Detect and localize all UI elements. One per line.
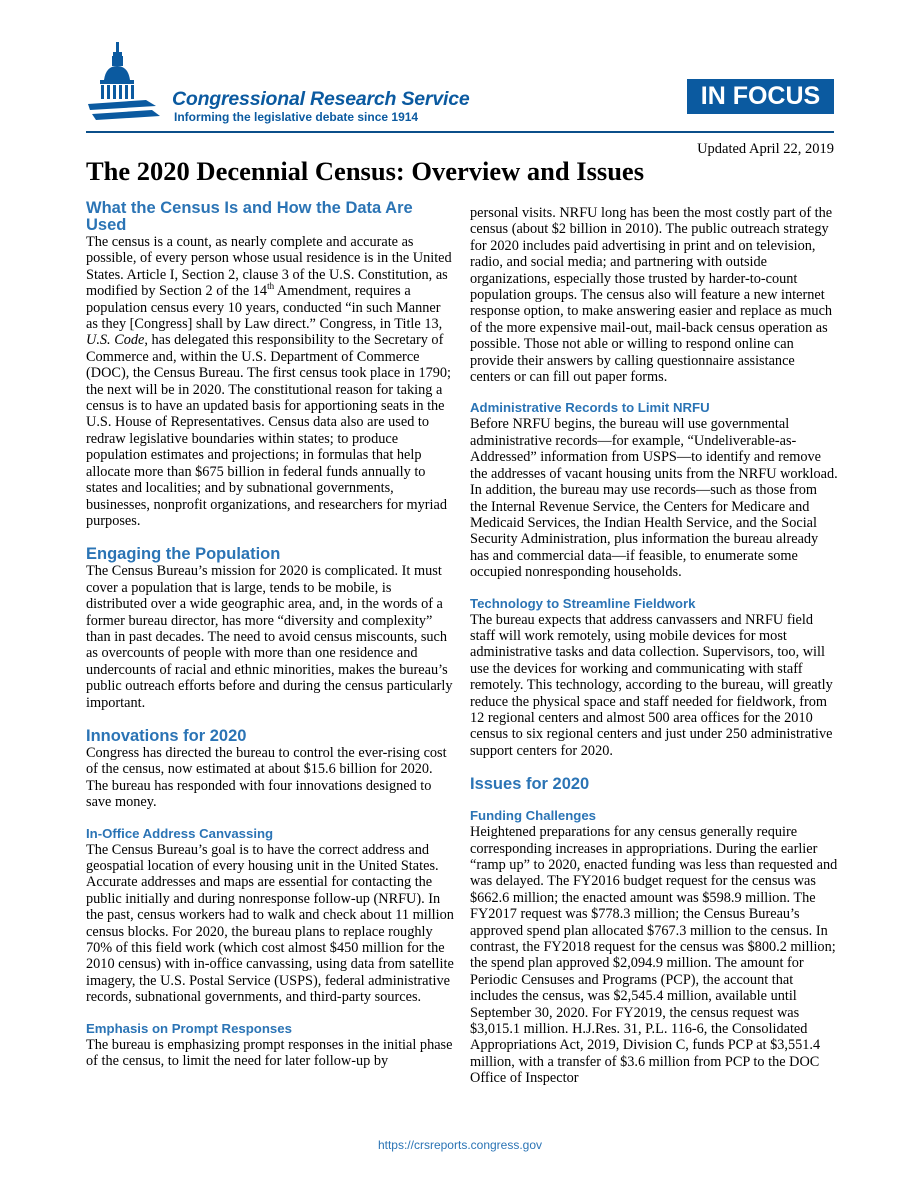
- paragraph-prompt-responses: The bureau is emphasizing prompt responses in the initial phase of the census, to limit the need for later follow-up by: [86, 1036, 453, 1070]
- heading-technology-fieldwork: Technology to Streamline Fieldwork: [470, 595, 696, 611]
- paragraph-funding-challenges: Heightened preparations for any census generally require corresponding increases in appropriations. During the earlier “ramp up” to 2020, enacted funding was less than requested and was delayed. The FY2016 budget request for the census was $662.6 million; the enacted amount was $598.9 million. The FY2017 request was $778.3 million; the Census Bureau’s approved spend plan allocated $767.3 million to the census. In contrast, the FY2018 request for the census was $800.2 million; the spend plan approved $2,094.9 million. The amount for Periodic Censuses and Programs (PCP), the account that includes the census, was $2,545.4 million, available until September 30, 2020. For FY2019, the census request was $3,015.1 million. H.J.Res. 31, P.L. 116-6, the Consolidated Appropriations Act, 2019, Division C, funds PCP at $3,551.4 million, with a transfer of $3.6 million from PCP to the DOC Office of Inspector: [470, 824, 838, 1087]
- left-column: [86, 200, 454, 1069]
- heading-prompt-responses: Emphasis on Prompt Responses: [86, 1020, 292, 1036]
- paragraph-technology-fieldwork: The bureau expects that address canvassers and NRFU field staff will work remotely, using mobile devices for most administrative tasks and data collection. Supervisors, too, will use the devices for working and communicating with staff remotely. This technology, according to the bureau, will greatly reduce the physical space and staff needed for fieldwork, from 12 regional centers and almost 500 area offices for the 2010 census to six regional centers and just under 250 administrative support centers for 2020.: [470, 611, 833, 759]
- in-focus-badge: IN FOCUS: [687, 79, 834, 114]
- heading-issues-2020: Issues for 2020: [470, 775, 590, 794]
- paragraph-innovations: Congress has directed the bureau to control the ever-rising cost of the census, now estimated at about $15.6 billion for 2020. The bureau has responded with four innovations designed to save money.: [86, 744, 447, 811]
- capitol-dome-logo-icon: [86, 40, 164, 130]
- heading-what-the-census-is: What the Census Is and How the Data Are Used: [86, 199, 413, 234]
- paragraph-administrative-records: Before NRFU begins, the bureau will use governmental administrative records—for example, “Undeliverable-as-Addressed” information from USPS—to identify and remove the addresses of vacant housing units from the NRFU workload. In addition, the bureau may use records—such as those from the Internal Revenue Service, the Centers for Medicare and Medicaid Services, the Indian Health Service, and the Social Security Administration, plus information the bureau already has and commercial data—if feasible, to enumerate some occupied nonresponding households.: [470, 416, 838, 581]
- header-rule: [86, 131, 834, 133]
- paragraph-continued: personal visits. NRFU long has been the most costly part of the census (about $2 billion in 2010). The public outreach strategy for 2020 includes paid advertising in print and on television, radio, and social media; and partnering with outside organizations, especially those trusted by harder-to-count population groups. The census also will feature a new internet response option, to make answering easier and replace as much of the more expensive mail-out, mail-back census operation as possible. Those not able or willing to respond online can provide their answers by calling questionnaire assistance centers or can fill out paper forms.: [470, 205, 833, 386]
- heading-in-office-canvassing: In-Office Address Canvassing: [86, 825, 274, 841]
- org-tagline: Informing the legislative debate since 1914: [174, 110, 419, 124]
- right-column: [470, 205, 838, 1087]
- footer-url[interactable]: https://crsreports.congress.gov: [377, 1138, 543, 1152]
- italic-code-title: U.S. Code: [86, 332, 145, 349]
- text-run: , has delegated this responsibility to the Secretary of Commerce and, within the U.S. Department of Commerce (DOC), the Census Bureau. The first census took place in 1790; the next will be in 2020. The constitutional reason for taking a census is to have an updated basis for apportioning seats in the U.S. House of Representatives. Census data also are used to redraw legislative boundaries within states; to produce population estimates and projections; in formulas that help allocate more than $675 billion in federal funds annually to states and localities; and by subnational governments, businesses, nonprofit organizations, and researchers for myriad purposes.: [86, 332, 452, 529]
- text-run: The census is a count, as nearly complete and accurate as possible, of every person whose usual residence is in the United States. Article I, Section 2, clause 3 of the U.S. Constitution, as modified by Section 2 of the 14: [86, 234, 452, 300]
- document-title: The 2020 Decennial Census: Overview and Issues: [86, 156, 645, 186]
- org-name: Congressional Research Service: [172, 88, 470, 110]
- paragraph-in-office-canvassing: The Census Bureau’s goal is to have the correct address and geospatial location of every housing unit in the United States. Accurate addresses and maps are essential for contacting the public initially and during nonresponse follow-up (NRFU). In the past, census workers had to walk and check about 11 million census blocks. For 2020, the bureau plans to replace roughly 70% of this field work (which cost almost $450 million for the 2010 census) with in-office canvassing, using data from satellite imagery, the U.S. Postal Service (USPS), federal administrative records, subnational governments, and third-party sources.: [86, 841, 454, 1006]
- paragraph-what-the-census-is: [86, 234, 454, 529]
- heading-funding-challenges: Funding Challenges: [470, 808, 597, 824]
- paragraph-engaging-population: The Census Bureau’s mission for 2020 is complicated. It must cover a population that is large, tends to be mobile, is distributed over a wide geographic area, and, in the words of a former bureau director, has more “diversity and complexity” than in past decades. The need to avoid census miscounts, such as overcounts of people with more than one residence and undercounts of racial and ethnic minorities, makes the bureau’s public outreach efforts before and during the census particularly important.: [86, 563, 453, 711]
- heading-innovations: Innovations for 2020: [86, 726, 247, 745]
- updated-date: Updated April 22, 2019: [697, 141, 834, 157]
- superscript: th: [267, 281, 275, 292]
- heading-engaging-population: Engaging the Population: [86, 545, 281, 564]
- heading-administrative-records: Administrative Records to Limit NRFU: [470, 400, 710, 416]
- text-run: Amendment, requires a population census every 10 years, conducted “in such Manner as they [Congress] shall by Law direct.” Congress, in Title 13,: [86, 283, 443, 333]
- page-header: [0, 0, 920, 135]
